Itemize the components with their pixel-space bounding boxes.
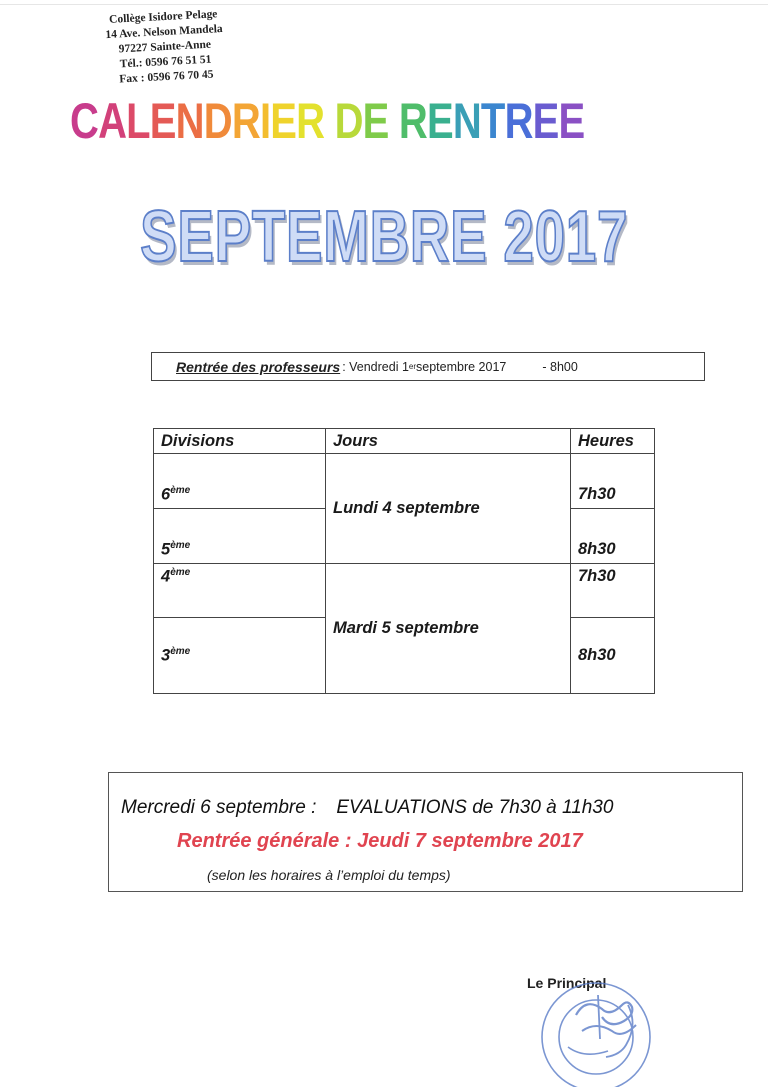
school-name: Collège Isidore Pelage	[108, 8, 218, 26]
school-phone: Tél.: 0596 76 51 51	[119, 53, 212, 71]
title-letter: D	[203, 93, 232, 149]
title-letter: E	[532, 93, 559, 149]
teachers-detail-suffix: septembre 2017	[416, 359, 507, 374]
table-header-row	[154, 429, 655, 454]
teachers-label: Rentrée des professeurs	[176, 358, 341, 375]
title-letter: L	[126, 93, 150, 149]
table-row	[154, 454, 655, 509]
hour-cell: 7h30	[571, 564, 655, 618]
school-city: 97227 Sainte-Anne	[118, 38, 212, 56]
day-cell: Mardi 5 septembre	[326, 564, 571, 694]
title-letter: E	[362, 93, 389, 149]
title-letter: R	[296, 93, 325, 149]
title-letter: D	[334, 93, 363, 149]
title-letter: E	[558, 93, 585, 149]
division-cell: 5ème	[154, 509, 326, 564]
header-hours: Heures	[571, 429, 655, 454]
title-letter: R	[504, 93, 533, 149]
title-letter: E	[270, 93, 297, 149]
title-letter: E	[149, 93, 176, 149]
evaluation-line	[121, 797, 613, 819]
header-days: Jours	[326, 429, 571, 454]
teachers-detail-sup: er	[408, 362, 417, 371]
table-row	[154, 564, 655, 618]
teachers-start-box	[151, 352, 705, 381]
page-title	[0, 92, 654, 150]
title-letter: N	[175, 93, 204, 149]
schedule-table	[153, 428, 655, 694]
month-banner-text: SEPTEMBRE 2017	[139, 197, 629, 277]
hour-cell: 7h30	[571, 454, 655, 509]
title-letter: R	[398, 93, 427, 149]
header-divisions: Divisions	[154, 429, 326, 454]
day-cell: Lundi 4 septembre	[326, 454, 571, 564]
general-start-line: Rentrée générale : Jeudi 7 septembre 2017	[177, 830, 583, 852]
evaluation-day: Mercredi 6 septembre :	[121, 797, 317, 818]
title-letter	[324, 92, 334, 150]
title-letter: T	[480, 93, 505, 149]
schedule-note	[207, 867, 451, 883]
school-address-block	[88, 6, 242, 89]
school-fax: Fax : 0596 76 70 45	[119, 68, 214, 86]
school-stamp	[538, 975, 666, 1087]
month-banner	[0, 196, 768, 278]
hour-cell: 8h30	[571, 509, 655, 564]
title-letter: I	[259, 93, 271, 149]
title-letter	[389, 92, 399, 150]
title-letter: N	[452, 93, 481, 149]
teachers-detail-prefix: : Vendredi 1	[342, 359, 409, 374]
title-letter: C	[69, 93, 99, 149]
division-cell: 4ème	[154, 564, 326, 618]
hour-cell: 8h30	[571, 618, 655, 694]
title-letter: A	[98, 93, 127, 149]
evaluation-text: EVALUATIONS de 7h30 à 11h30	[336, 797, 614, 818]
top-edge-line	[0, 4, 768, 5]
division-cell: 3ème	[154, 618, 326, 694]
principal-label: Le Principal	[527, 975, 607, 991]
school-street: 14 Ave. Nelson Mandela	[105, 22, 223, 42]
general-start-box	[108, 772, 743, 892]
title-letter: R	[231, 93, 260, 149]
division-cell: 6ème	[154, 454, 326, 509]
title-letter: E	[426, 93, 453, 149]
schedule-note-close: )	[445, 867, 451, 883]
teachers-time: - 8h00	[542, 359, 578, 374]
schedule-note-text: (selon les horaires à l’emploi du temps	[207, 867, 446, 883]
